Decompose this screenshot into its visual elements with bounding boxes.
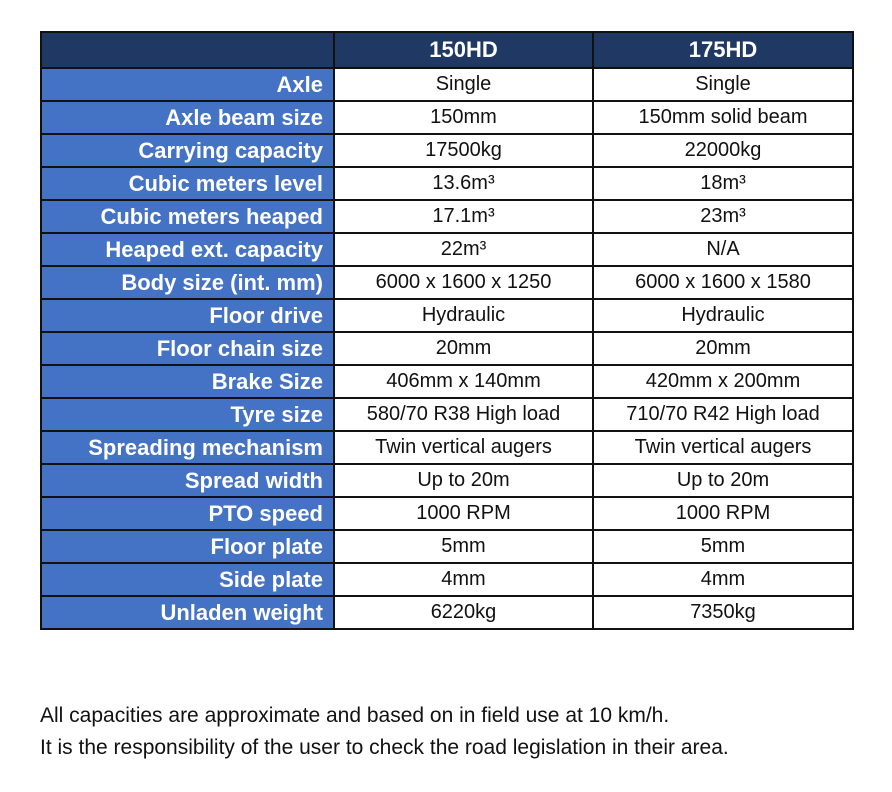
table-row	[41, 332, 853, 365]
header-corner-cell	[41, 32, 334, 68]
row-label: Heaped ext. capacity	[41, 233, 334, 266]
value-150hd: Up to 20m	[334, 464, 593, 497]
value-175hd: 150mm solid beam	[593, 101, 853, 134]
header-150hd: 150HD	[334, 32, 593, 68]
row-label: Body size (int. mm)	[41, 266, 334, 299]
value-150hd: 13.6m³	[334, 167, 593, 200]
table-row	[41, 299, 853, 332]
value-175hd: 1000 RPM	[593, 497, 853, 530]
footnotes	[40, 700, 885, 764]
value-150hd: 5mm	[334, 530, 593, 563]
value-150hd: Single	[334, 68, 593, 101]
value-175hd: 710/70 R42 High load	[593, 398, 853, 431]
value-150hd: 4mm	[334, 563, 593, 596]
row-label: PTO speed	[41, 497, 334, 530]
value-150hd: Hydraulic	[334, 299, 593, 332]
table-row	[41, 233, 853, 266]
row-label: Unladen weight	[41, 596, 334, 629]
value-175hd: 7350kg	[593, 596, 853, 629]
value-175hd: 23m³	[593, 200, 853, 233]
value-175hd: 6000 x 1600 x 1580	[593, 266, 853, 299]
row-label: Tyre size	[41, 398, 334, 431]
value-150hd: 406mm x 140mm	[334, 365, 593, 398]
value-175hd: Hydraulic	[593, 299, 853, 332]
value-150hd: 17500kg	[334, 134, 593, 167]
row-label: Cubic meters level	[41, 167, 334, 200]
spec-table-body	[41, 68, 853, 629]
table-row	[41, 464, 853, 497]
value-175hd: 20mm	[593, 332, 853, 365]
table-row	[41, 398, 853, 431]
value-150hd: 17.1m³	[334, 200, 593, 233]
row-label: Spread width	[41, 464, 334, 497]
footnote-legislation: It is the responsibility of the user to check the road legislation in their area.	[40, 736, 729, 759]
value-175hd: Twin vertical augers	[593, 431, 853, 464]
row-label: Side plate	[41, 563, 334, 596]
spec-table-header	[41, 32, 853, 68]
row-label: Axle	[41, 68, 334, 101]
table-row	[41, 365, 853, 398]
value-175hd: 18m³	[593, 167, 853, 200]
row-label: Axle beam size	[41, 101, 334, 134]
table-row	[41, 167, 853, 200]
header-175hd: 175HD	[593, 32, 853, 68]
row-label: Cubic meters heaped	[41, 200, 334, 233]
table-row	[41, 200, 853, 233]
row-label: Floor drive	[41, 299, 334, 332]
value-175hd: Single	[593, 68, 853, 101]
value-175hd: 4mm	[593, 563, 853, 596]
table-row	[41, 530, 853, 563]
table-row	[41, 563, 853, 596]
value-175hd: 420mm x 200mm	[593, 365, 853, 398]
row-label: Spreading mechanism	[41, 431, 334, 464]
value-175hd: Up to 20m	[593, 464, 853, 497]
row-label: Floor chain size	[41, 332, 334, 365]
table-row	[41, 68, 853, 101]
table-row	[41, 497, 853, 530]
row-label: Carrying capacity	[41, 134, 334, 167]
value-150hd: 580/70 R38 High load	[334, 398, 593, 431]
value-150hd: 1000 RPM	[334, 497, 593, 530]
table-row	[41, 431, 853, 464]
value-150hd: 22m³	[334, 233, 593, 266]
value-175hd: 22000kg	[593, 134, 853, 167]
table-row	[41, 266, 853, 299]
table-row	[41, 596, 853, 629]
table-row	[41, 101, 853, 134]
value-150hd: 6000 x 1600 x 1250	[334, 266, 593, 299]
value-150hd: Twin vertical augers	[334, 431, 593, 464]
row-label: Floor plate	[41, 530, 334, 563]
row-label: Brake Size	[41, 365, 334, 398]
value-175hd: N/A	[593, 233, 853, 266]
table-row	[41, 134, 853, 167]
value-150hd: 20mm	[334, 332, 593, 365]
spec-table	[40, 31, 854, 630]
value-150hd: 150mm	[334, 101, 593, 134]
header-row	[41, 32, 853, 68]
footnote-capacity: All capacities are approximate and based on in field use at 10 km/h.	[40, 704, 670, 727]
value-175hd: 5mm	[593, 530, 853, 563]
value-150hd: 6220kg	[334, 596, 593, 629]
